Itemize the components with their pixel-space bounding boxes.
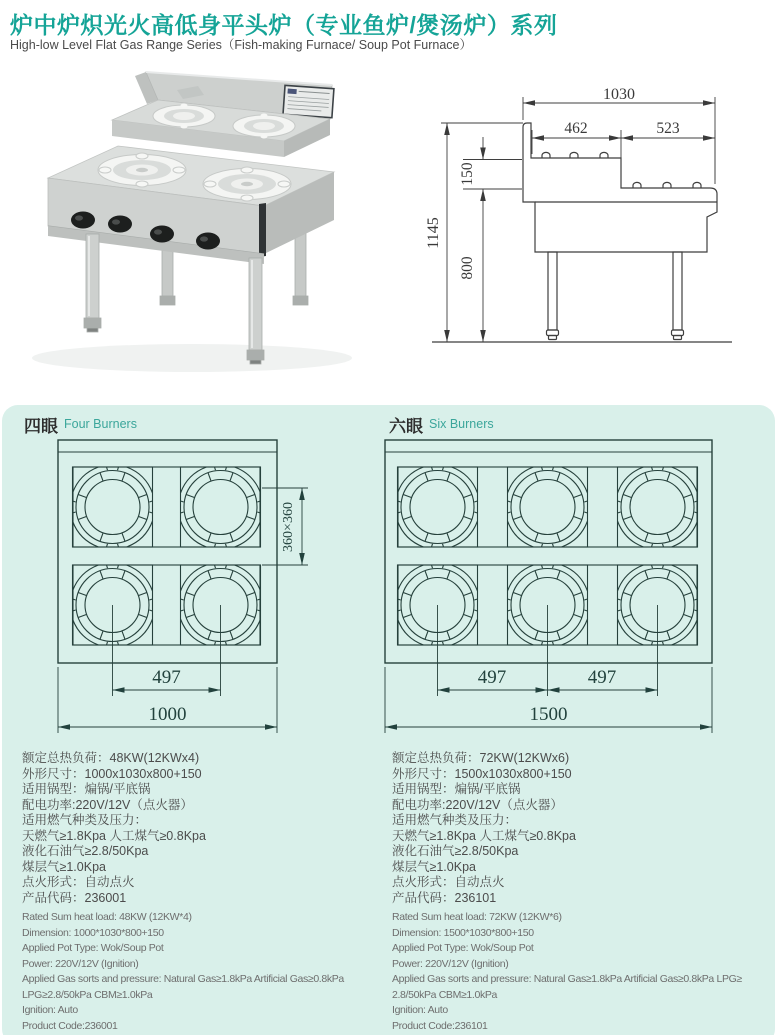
spec-line: Ignition: Auto: [22, 1004, 78, 1016]
four-burner-top-view: [30, 432, 320, 734]
floor-shadow: [32, 344, 352, 372]
spec-line: Dimension: 1000*1030*800+150: [22, 926, 164, 939]
spec-line: LPG≥2.8/50kPa CBM≥1.0kPa: [22, 988, 153, 1001]
page-title: 炉中炉炽光火高低身平头炉（专业鱼炉/煲汤炉）系列: [10, 12, 558, 38]
spec-line: 产品代码：236001: [22, 890, 127, 905]
dim-label-1000: 1000: [148, 704, 187, 725]
spec-line: Dimension: 1500*1030*800+150: [392, 926, 534, 939]
page-subtitle: High-low Level Flat Gas Range Series（Fish-making Furnace/ Soup Pot Furnace）: [10, 38, 473, 52]
section-title-four-burners: 四眼: [24, 417, 58, 436]
spec-line: 2.8/50kPa CBM≥1.0kPa: [392, 988, 497, 1001]
dim-label-360x360: 360×360: [281, 502, 296, 552]
spec-line: 额定总热负荷：72KW(12KWx6): [392, 751, 570, 765]
spec-line: 适用锅型：煸锅/平底锅: [22, 782, 151, 796]
dim-label-150: 150: [459, 162, 476, 186]
dim-label-497-right: 497: [587, 667, 617, 688]
spec-line: 外形尺寸：1500x1030x800+150: [392, 766, 572, 781]
dim-label-497: 497: [152, 667, 181, 688]
six-burner-specs-zh: [392, 751, 762, 906]
spec-line: 液化石油气≥2.8/50Kpa: [392, 844, 519, 858]
spec-line: 额定总热负荷：48KW(12KWx4): [22, 751, 200, 765]
dim-total-width: [523, 97, 715, 184]
section-title-six-burners: 六眼: [389, 417, 423, 436]
spec-line: 煤层气≥1.0Kpa: [392, 859, 476, 874]
spec-line: 天燃气≥1.8Kpa 人工煤气≥0.8Kpa: [22, 828, 206, 843]
dim-burner-spacings: [438, 605, 658, 696]
spec-line: 煤层气≥1.0Kpa: [22, 859, 106, 874]
section-subtitle-four-burners: Four Burners: [64, 417, 137, 431]
spec-line: 液化石油气≥2.8/50Kpa: [22, 844, 149, 858]
spec-plate: [283, 85, 334, 117]
dim-label-1030: 1030: [603, 86, 635, 103]
product-photo: [12, 60, 402, 388]
spec-line: Product Code:236101: [392, 1019, 488, 1032]
spec-line: 适用锅型：煸锅/平底锅: [392, 782, 521, 796]
spec-line: Applied Pot Type: Wok/Soup Pot: [392, 942, 534, 954]
stove-profile: [523, 123, 717, 252]
dim-label-800: 800: [459, 256, 476, 280]
spec-line: 适用燃气种类及压力：: [392, 813, 518, 827]
corner-trim: [259, 203, 266, 257]
spec-line: 点火形式：自动点火: [392, 875, 505, 889]
spec-line: Rated Sum heat load: 72KW (12KW*6): [392, 911, 562, 923]
spec-line: 适用燃气种类及压力：: [22, 813, 148, 827]
section-subtitle-six-burners: Six Burners: [429, 417, 494, 431]
six-burner-specs-en: [392, 910, 772, 1034]
spec-line: Ignition: Auto: [392, 1004, 448, 1016]
spec-line: Power: 220V/12V (Ignition): [392, 957, 509, 970]
spec-line: Applied Gas sorts and pressure: Natural Gas≥1.8kPa Artificial Gas≥0.8kPa LPG≥: [392, 973, 742, 985]
spec-line: 天燃气≥1.8Kpa 人工煤气≥0.8Kpa: [392, 828, 576, 843]
spec-line: Product Code:236001: [22, 1019, 118, 1032]
spec-line: 点火形式：自动点火: [22, 875, 135, 889]
dim-label-462: 462: [564, 120, 588, 137]
legs: [547, 252, 684, 340]
spec-line: 外形尺寸：1000x1030x800+150: [22, 766, 202, 781]
six-burner-top-view: [375, 432, 720, 734]
spec-line: Rated Sum heat load: 48KW (12KW*4): [22, 911, 192, 923]
spec-line: Power: 220V/12V (Ignition): [22, 957, 139, 970]
spec-line: 产品代码：236101: [392, 890, 497, 905]
dim-label-497-left: 497: [477, 667, 507, 688]
dim-label-523: 523: [656, 120, 680, 137]
four-burner-specs-zh: [22, 751, 367, 906]
spec-line: Applied Pot Type: Wok/Soup Pot: [22, 942, 164, 954]
dim-label-1145: 1145: [425, 217, 442, 249]
four-burner-specs-en: [22, 910, 372, 1034]
side-view-drawing: [425, 72, 777, 364]
dim-label-1500: 1500: [529, 704, 568, 725]
spec-line: 配电功率:220V/12V（点火器）: [22, 797, 193, 812]
spec-line: 配电功率:220V/12V（点火器）: [392, 797, 563, 812]
spec-line: Applied Gas sorts and pressure: Natural Gas≥1.8kPa Artificial Gas≥0.8kPa: [22, 973, 344, 985]
dim-total-height: [441, 123, 523, 342]
